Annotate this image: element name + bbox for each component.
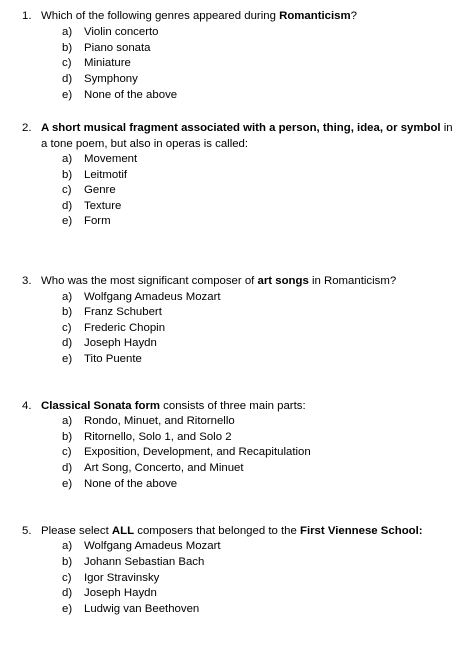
question-text: Which of the following genres appeared during Romanticism? <box>41 10 357 22</box>
question-number: 2. <box>22 122 32 134</box>
question-number: 5. <box>22 525 32 537</box>
question-number: 4. <box>22 400 32 412</box>
question-text: Who was the most significant composer of art songs in Romanticism? <box>41 275 397 287</box>
question-text: A short musical fragment associated with a person, thing, idea, or symbol in <box>41 122 453 134</box>
question-number: 3. <box>22 275 32 287</box>
question-number: 1. <box>22 10 32 22</box>
question-text: Please select ALL composers that belonged to the First Viennese School: <box>41 525 423 537</box>
question-text: Classical Sonata form consists of three main parts: <box>41 400 306 412</box>
question-text-continued: a tone poem, but also in operas is called: <box>41 138 249 150</box>
